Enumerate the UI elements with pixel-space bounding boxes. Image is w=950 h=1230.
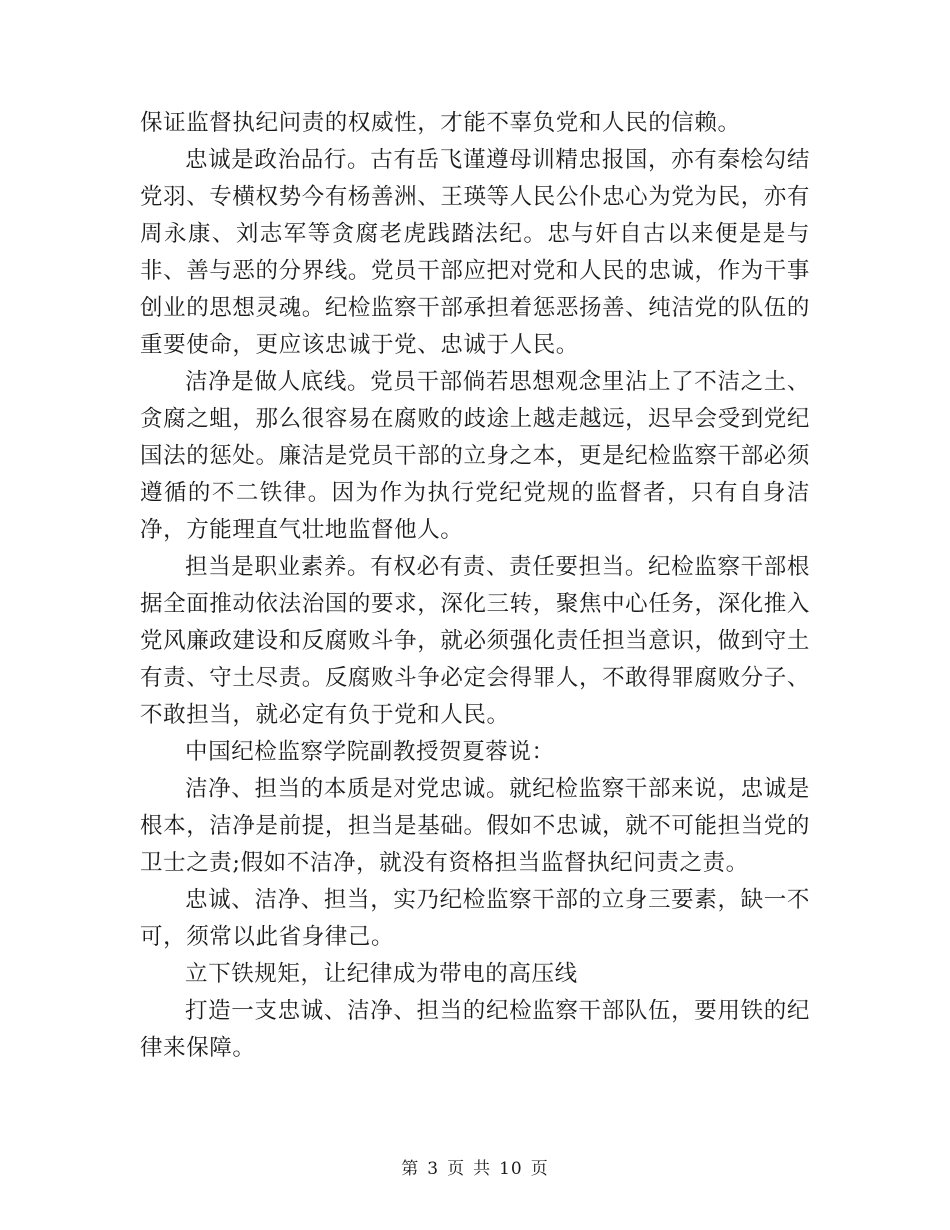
footer-suffix: 页 [530, 1159, 549, 1179]
footer-prefix: 第 [401, 1159, 420, 1179]
footer-total-word: 共 [473, 1159, 492, 1179]
paragraph: 洁净、担当的本质是对党忠诚。就纪检监察干部来说，忠诚是根本，洁净是前提，担当是基础。假如不忠诚，就不可能担当党的卫士之责;假如不洁净，就没有资格担当监督执纪问责之责。 [140, 776, 810, 876]
section-heading: 立下铁规矩，让纪律成为带电的高压线 [185, 961, 578, 987]
current-page-number: 3 [427, 1159, 440, 1179]
paragraph: 担当是职业素养。有权必有责、责任要担当。纪检监察干部根据全面推动依法治国的要求，深化三转，聚焦中心任务，深化推入党风廉政建设和反腐败斗争，就必须强化责任担当意识，做到守土有责、守土尽责。反腐败斗争必定会得罪人，不敢得罪腐败分子、不敢担当，就必定有负于党和人民。 [140, 554, 810, 728]
paragraph: 忠诚、洁净、担当，实乃纪检监察干部的立身三要素，缺一不可，须常以此省身律己。 [140, 887, 810, 950]
paragraph: 洁净是做人底线。党员干部倘若思想观念里沾上了不洁之土、贪腐之蛆，那么很容易在腐败的歧途上越走越远，迟早会受到党纪国法的惩处。廉洁是党员干部的立身之本，更是纪检监察干部必须遵循的不二铁律。因为作为执行党纪党规的监督者，只有自身洁净，方能理直气壮地监督他人。 [140, 369, 810, 543]
paragraph: 打造一支忠诚、洁净、担当的纪检监察干部队伍，要用铁的纪律来保障。 [140, 998, 810, 1061]
footer-page-word: 页 [447, 1159, 466, 1179]
document-body [140, 105, 810, 1067]
paragraph: 忠诚是政治品行。古有岳飞谨遵母训精忠报国，亦有秦桧勾结党羽、专横权势今有杨善洲、王瑛等人民公仆忠心为党为民，亦有周永康、刘志军等贪腐老虎践踏法纪。忠与奸自古以来便是是与非、善与恶的分界线。党员干部应把对党和人民的忠诚，作为干事创业的思想灵魂。纪检监察干部承担着惩恶扬善、纯洁党的队伍的重要使命，更应该忠诚于党、忠诚于人民。 [140, 147, 810, 358]
paragraph: 保证监督执纪问责的权威性，才能不辜负党和人民的信赖。 [140, 110, 741, 136]
total-pages-number: 10 [499, 1159, 523, 1179]
paragraph: 中国纪检监察学院副教授贺夏蓉说： [185, 739, 555, 765]
page-footer [0, 1154, 950, 1179]
